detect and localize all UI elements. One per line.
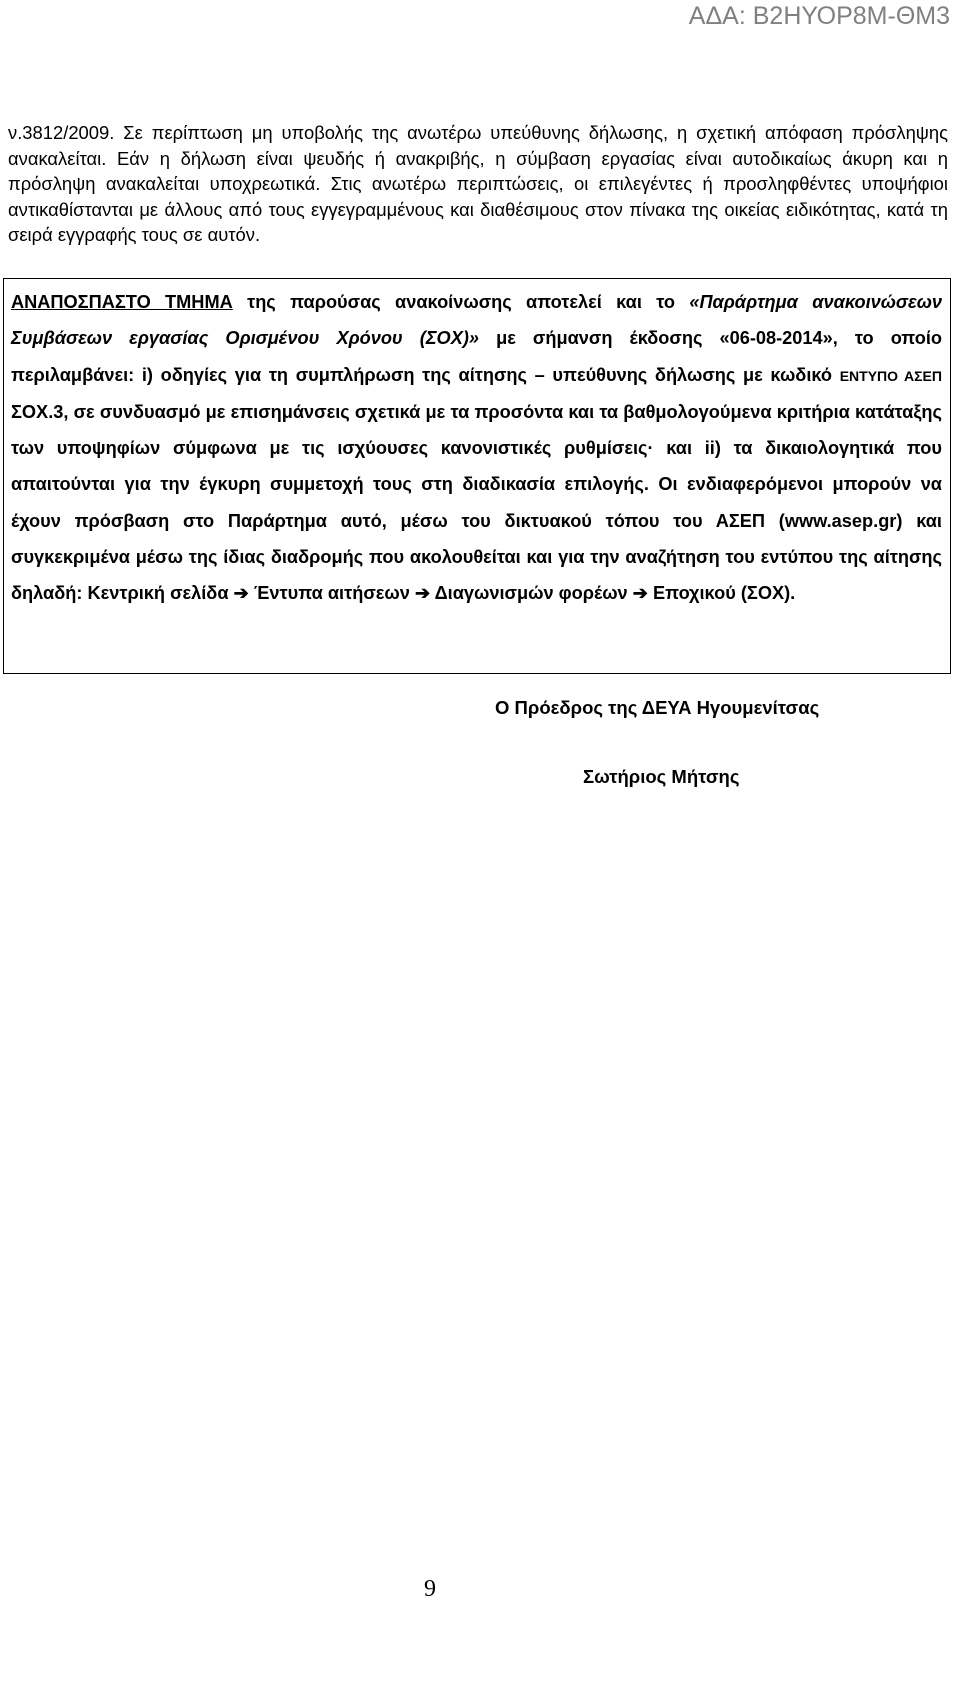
- box-text-3: ΣΟΧ.3, σε συνδυασμό με επισημάνσεις σχετικά με τα προσόντα και τα βαθμολογούμενα κριτήρια κατάταξης των υποψηφίων σύμφωνα με τις ισχύουσες κανονιστικές ρυθμίσεις· και ii) τα δικαιολογητικά που απαιτούνται για την έγκυρη συμμετοχή τους στη διαδικασία επιλογής. Οι ενδιαφερόμενοι μπορούν να έχουν πρόσβαση στο Παράρτημα αυτό, μέσω του δικτυακού τόπου του ΑΣΕΠ (www.asep.gr) και συγκεκριμένα μέσω της ίδιας διαδρομής που ακολουθείται και για την αναζήτηση του εντύπου της αίτησης δηλαδή: Κεντρική σελίδα: [11, 401, 942, 604]
- signature-name: Σωτήριος Μήτσης: [583, 766, 740, 787]
- arrow-right-icon: ➔: [233, 583, 249, 604]
- ada-code: ΑΔΑ: Β2ΗΥΟΡ8Μ-ΘΜ3: [688, 2, 950, 30]
- path-step-2: Έντυπα αιτήσεων: [248, 583, 415, 604]
- box-text-1: της παρούσας ανακοίνωσης αποτελεί και το: [232, 292, 690, 312]
- signature-title: Ο Πρόεδρος της ΔΕΥΑ Ηγουμενίτσας: [495, 697, 820, 718]
- path-step-4: Εποχικού (ΣΟΧ).: [647, 583, 796, 604]
- form-code: ΕΝΤΥΠΟ ΑΣΕΠ: [839, 367, 942, 384]
- detachable-label: ΑΝΑΠΟΣΠΑΣΤΟ ΤΜΗΜΑ: [11, 292, 233, 312]
- path-step-3: Διαγωνισμών φορέων: [430, 583, 633, 604]
- paragraph-1-text: ν.3812/2009. Σε περίπτωση μη υποβολής της ανωτέρω υπεύθυνης δήλωσης, η σχετική απόφαση πρόσληψης ανακαλείται. Εάν η δήλωση είναι ψευδής ή ανακριβής, η σύμβαση εργασίας είναι αυτοδικαίως άκυρη και η πρόσληψη ανακαλείται υποχρεωτικά. Στις ανωτέρω περιπτώσεις, οι επιλεγέντες ή προσληφθέντες υποψήφιοι αντικαθίστανται με άλλους από τους εγγεγραμμένους και διαθέσιμους στον πίνακα της οικείας ειδικότητας, κατά τη σειρά εγγραφής τους σε αυτόν.: [8, 122, 948, 245]
- arrow-right-icon: ➔: [414, 583, 431, 604]
- box-text-2: με σήμανση έκδοσης «06-08-2014», το οποίο περιλαμβάνει: i) οδηγίες για τη συμπλήρωση της αίτησης – υπεύθυνης δήλωσης με κωδικό: [11, 328, 942, 385]
- arrow-right-icon: ➔: [632, 583, 648, 604]
- page-number: 9: [424, 1576, 436, 1602]
- paragraph-1: [8, 120, 948, 248]
- detachable-section-text: [11, 284, 942, 612]
- detachable-section-box: [3, 278, 951, 674]
- annex-title: «Παράρτημα ανακοινώσεων Συμβάσεων εργασίας Ορισμένου Χρόνου (ΣΟΧ)»: [11, 292, 942, 349]
